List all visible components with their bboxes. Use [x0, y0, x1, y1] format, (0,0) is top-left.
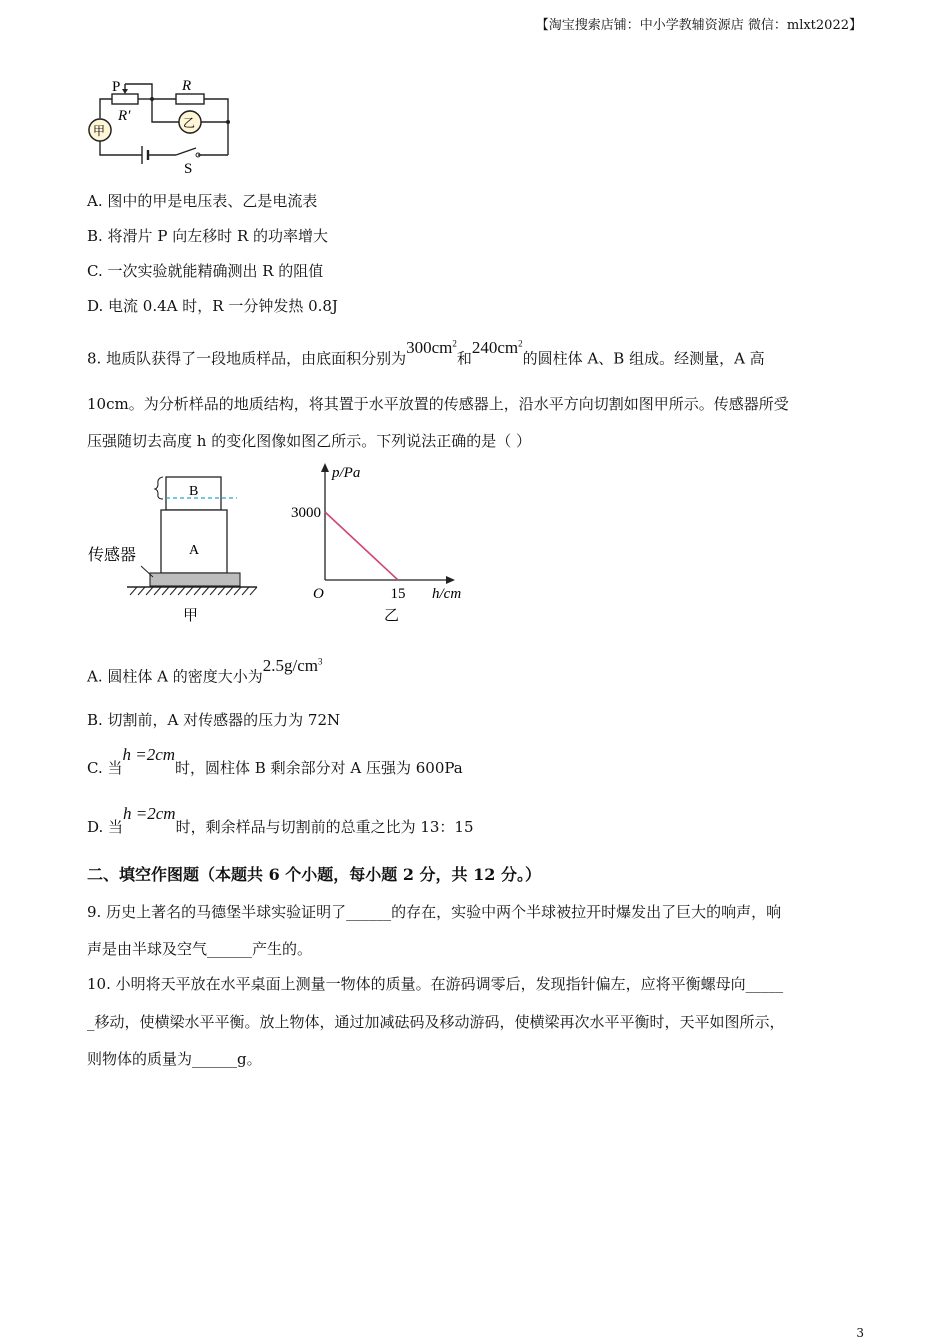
circuit-label-yi: 乙 [183, 116, 196, 130]
q10-line3: 则物体的质量为______g。 [87, 1050, 262, 1068]
q8-stem-line2: 10cm。为分析样品的地质结构，将其置于水平放置的传感器上，沿水平方向切割如图甲所示。传感器所受 [87, 395, 789, 413]
section-2-heading: 二、填空作图题（本题共 6 个小题，每小题 2 分，共 12 分。） [87, 865, 541, 884]
chart-y-arrow [321, 463, 329, 472]
q7-option-c: C. 一次实验就能精确测出 R 的阻值 [87, 262, 324, 280]
q10-line2: _移动，使横梁水平平衡。放上物体，通过加减砝码及移动游码，使横梁再次水平平衡时，天平如图所示， [87, 1013, 785, 1031]
q8-option-d-math: h =2cm [123, 804, 176, 823]
figure-yi-chart [280, 460, 480, 630]
fig-jia-caption: 甲 [183, 608, 199, 624]
q7-option-b: B. 将滑片 P 向左移时 R 的功率增大 [87, 227, 329, 245]
q8-area2: 240cm [471, 337, 519, 357]
fig-jia-label-a: A [189, 543, 200, 558]
page-header: 【淘宝搜索店铺：中小学教辅资源店 微信：mlxt2022】 [535, 18, 862, 33]
q8-option-c-math: h =2cm [122, 745, 176, 764]
page-number: 3 [856, 1326, 864, 1340]
q8-option-c: C. 当h =2cm时，圆柱体 B 剩余部分对 A 压强为 600Pa [87, 745, 463, 777]
chart-x-arrow [446, 576, 455, 584]
q8-density-value: 2.5g/cm [262, 655, 318, 675]
q8-option-d: D. 当h =2cm时，剩余样品与切割前的总重之比为 13：15 [87, 804, 474, 836]
q10-line1: 10. 小明将天平放在水平桌面上测量一物体的质量。在游码调零后，发现指针偏左，应将平衡螺母向_____ [87, 975, 784, 993]
chart-y-tick: 3000 [291, 505, 321, 521]
q9-line2: 声是由半球及空气______产生的。 [87, 940, 313, 958]
figure-jia [85, 470, 265, 630]
fig-jia-label-b: B [189, 484, 199, 499]
q8-stem-line1: 8. 地质队获得了一段地质样品，由底面积分别为$300cm^2$和$240cm^2$的圆柱体 A、B 组成。经测量，A 高 [87, 337, 765, 368]
q8-stem-line3: 压强随切去高度 h 的变化图像如图乙所示。下列说法正确的是（ ） [87, 432, 531, 450]
chart-xlabel: h/cm [432, 586, 462, 602]
q8-area1: 300cm [406, 337, 453, 357]
chart-ylabel: p/Pa [332, 465, 361, 481]
circuit-label-r: R [182, 78, 192, 94]
circuit-label-jia: 甲 [93, 124, 106, 138]
circuit-label-s: S [184, 161, 193, 177]
q7-option-a: A. 图中的甲是电压表、乙是电流表 [87, 192, 318, 210]
circuit-label-rprime: R′ [118, 108, 131, 124]
chart-origin: O [313, 586, 324, 602]
chart-series-line [325, 512, 398, 580]
circuit-label-p: P [112, 79, 121, 95]
q7-option-d: D. 电流 0.4A 时，R 一分钟发热 0.8J [87, 297, 338, 315]
q8-option-a: A. 圆柱体 A 的密度大小为$2.5g/cm^3$ [87, 655, 323, 686]
q9-line1: 9. 历史上著名的马德堡半球实验证明了______的存在，实验中两个半球被拉开时爆发出了巨大的响声，响 [87, 903, 782, 921]
chart-caption: 乙 [384, 608, 400, 624]
fig-jia-label-sensor: 传感器 [88, 547, 137, 564]
chart-x-tick: 15 [390, 586, 406, 602]
q8-option-b: B. 切割前，A 对传感器的压力为 72N [87, 711, 341, 729]
circuit-diagram [80, 72, 240, 177]
